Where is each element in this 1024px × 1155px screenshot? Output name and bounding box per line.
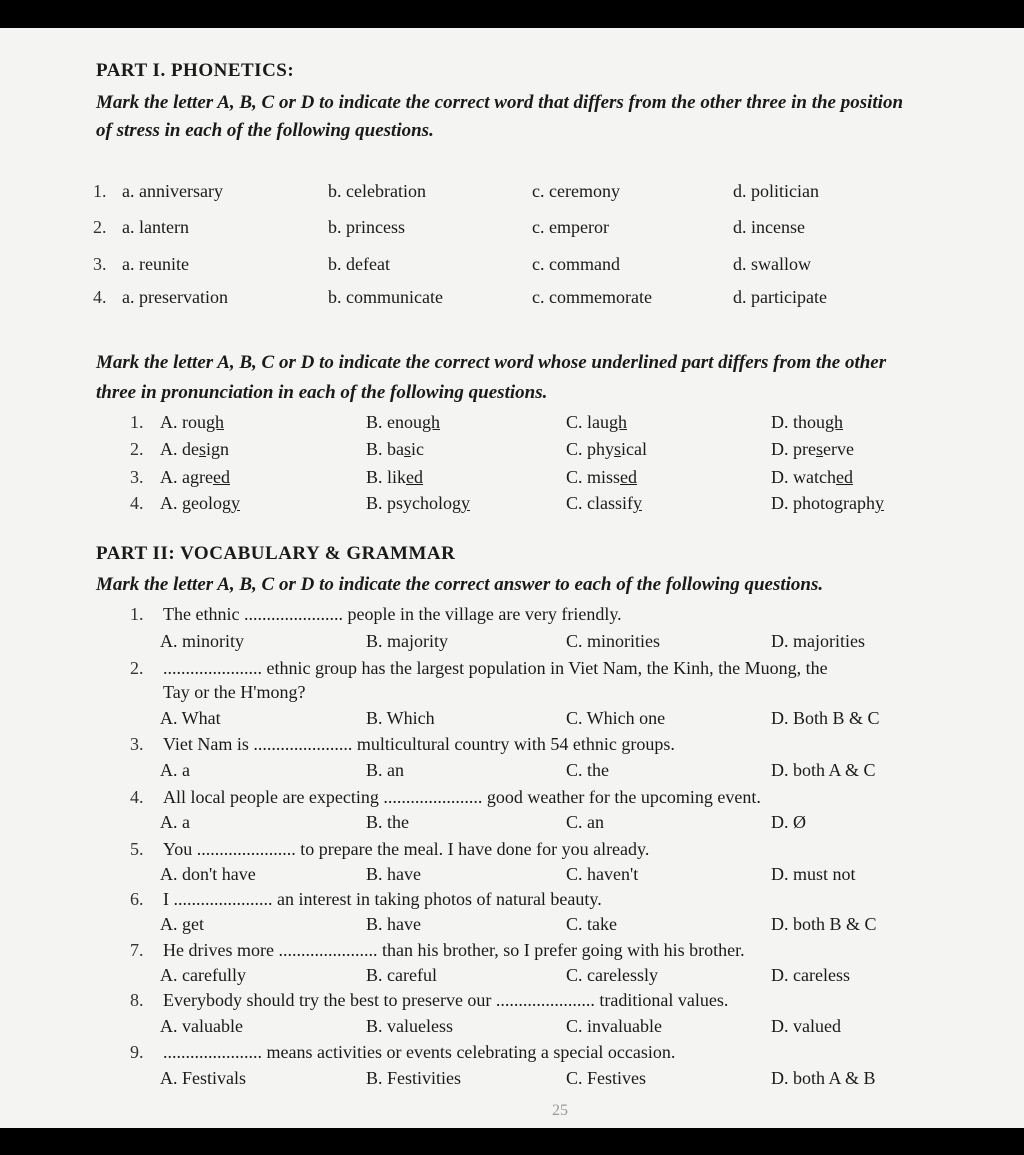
answer-b: B. have (366, 864, 421, 884)
answer-a: A. a (160, 812, 190, 832)
pron-option-b: B. liked (366, 467, 424, 487)
stress-option-c: c. emperor (532, 217, 609, 237)
question-stem: Everybody should try the best to preserve our ...................... traditional values. (163, 990, 729, 1010)
question-stem: You ...................... to prepare the meal. I have done for you already. (163, 839, 650, 859)
answer-a: A. get (160, 914, 204, 934)
part1-title: PART I. PHONETICS: (96, 60, 295, 81)
question-stem-continued: Tay or the H'mong? (163, 682, 306, 702)
pron-num: 1. (130, 412, 144, 432)
stress-option-a: a. preservation (122, 287, 228, 307)
pron-option-a: A. agreed (160, 467, 230, 487)
answer-d: D. both A & C (771, 760, 876, 780)
stress-option-b: b. defeat (328, 254, 390, 274)
pron-option-b: B. basic (366, 439, 425, 459)
answer-b: B. careful (366, 965, 437, 985)
stress-option-b: b. communicate (328, 287, 443, 307)
answer-c: C. invaluable (566, 1016, 662, 1036)
pron-option-a: A. rough (160, 412, 224, 432)
question-stem: The ethnic ...................... people in the village are very friendly. (163, 604, 622, 624)
answer-c: C. the (566, 760, 609, 780)
stress-option-a: a. anniversary (122, 181, 223, 201)
question-stem: ...................... means activities or events celebrating a special occasion. (163, 1042, 676, 1062)
answer-c: C. take (566, 914, 617, 934)
stress-option-a: a. lantern (122, 217, 189, 237)
stress-option-a: a. reunite (122, 254, 189, 274)
stress-num: 2. (93, 217, 107, 237)
answer-d: D. Both B & C (771, 708, 880, 728)
worksheet-page (0, 28, 1024, 1128)
pronunciation-instruction-line1: Mark the letter A, B, C or D to indicate the correct word whose underlined part differs from the other (96, 352, 887, 373)
stress-instruction-line2: of stress in each of the following questions. (96, 120, 434, 141)
question-number: 7. (130, 940, 144, 960)
question-number: 4. (130, 787, 144, 807)
pron-option-d: D. photography (771, 493, 884, 513)
pron-option-c: C. missed (566, 467, 638, 487)
pron-option-c: C. physical (566, 439, 648, 459)
answer-d: D. careless (771, 965, 850, 985)
answer-d: D. both B & C (771, 914, 877, 934)
answer-c: C. Which one (566, 708, 666, 728)
pron-num: 4. (130, 493, 144, 513)
pron-option-d: D. though (771, 412, 843, 432)
question-number: 1. (130, 604, 144, 624)
stress-option-d: d. swallow (733, 254, 811, 274)
answer-b: B. the (366, 812, 409, 832)
stress-num: 3. (93, 254, 107, 274)
question-stem: All local people are expecting ...................... good weather for the upcoming event. (163, 787, 761, 807)
pron-option-b: B. enough (366, 412, 440, 432)
answer-b: B. have (366, 914, 421, 934)
answer-d: D. must not (771, 864, 856, 884)
pron-num: 2. (130, 439, 144, 459)
pronunciation-instruction-line2: three in pronunciation in each of the following questions. (96, 382, 548, 403)
stress-option-c: c. command (532, 254, 620, 274)
answer-d: D. valued (771, 1016, 841, 1036)
question-stem: He drives more ...................... than his brother, so I prefer going with his brother. (163, 940, 745, 960)
question-number: 6. (130, 889, 144, 909)
answer-c: C. minorities (566, 631, 660, 651)
stress-option-b: b. celebration (328, 181, 426, 201)
answer-c: C. carelessly (566, 965, 658, 985)
answer-d: D. Ø (771, 812, 806, 832)
answer-d: D. majorities (771, 631, 865, 651)
answer-c: C. haven't (566, 864, 639, 884)
part2-instruction: Mark the letter A, B, C or D to indicate the correct answer to each of the following questions. (96, 574, 824, 595)
answer-a: A. Festivals (160, 1068, 247, 1088)
question-number: 2. (130, 658, 144, 678)
stress-option-b: b. princess (328, 217, 405, 237)
answer-b: B. valueless (366, 1016, 453, 1036)
stress-num: 1. (93, 181, 107, 201)
answer-c: C. an (566, 812, 604, 832)
answer-b: B. Festivities (366, 1068, 462, 1088)
pron-option-a: A. design (160, 439, 230, 459)
pron-option-c: C. classify (566, 493, 642, 513)
pron-option-d: D. watched (771, 467, 853, 487)
answer-b: B. Which (366, 708, 435, 728)
answer-a: A. minority (160, 631, 244, 651)
stress-option-c: c. commemorate (532, 287, 652, 307)
question-number: 5. (130, 839, 144, 859)
page-number: 25 (552, 1102, 568, 1119)
stress-option-d: d. politician (733, 181, 819, 201)
stress-option-c: c. ceremony (532, 181, 620, 201)
stress-option-d: d. incense (733, 217, 805, 237)
pron-option-b: B. psychology (366, 493, 471, 513)
question-stem: ...................... ethnic group has the largest population in Viet Nam, the Kinh, the Muong, the (163, 658, 828, 678)
question-number: 8. (130, 990, 144, 1010)
part2-title: PART II: VOCABULARY & GRAMMAR (96, 543, 456, 564)
pron-option-d: D. preserve (771, 439, 854, 459)
pron-option-c: C. laugh (566, 412, 627, 432)
stress-num: 4. (93, 287, 107, 307)
question-stem: Viet Nam is ...................... multicultural country with 54 ethnic groups. (163, 734, 675, 754)
answer-a: A. carefully (160, 965, 246, 985)
stress-option-d: d. participate (733, 287, 827, 307)
question-number: 3. (130, 734, 144, 754)
answer-a: A. don't have (160, 864, 256, 884)
answer-b: B. majority (366, 631, 448, 651)
pron-num: 3. (130, 467, 144, 487)
answer-a: A. a (160, 760, 190, 780)
stress-instruction-line1: Mark the letter A, B, C or D to indicate the correct word that differs from the other three in the position (96, 92, 904, 113)
answer-d: D. both A & B (771, 1068, 876, 1088)
question-number: 9. (130, 1042, 144, 1062)
answer-a: A. What (160, 708, 221, 728)
answer-a: A. valuable (160, 1016, 243, 1036)
pron-option-a: A. geology (160, 493, 240, 513)
answer-c: C. Festives (566, 1068, 647, 1088)
question-stem: I ...................... an interest in taking photos of natural beauty. (163, 889, 602, 909)
answer-b: B. an (366, 760, 404, 780)
